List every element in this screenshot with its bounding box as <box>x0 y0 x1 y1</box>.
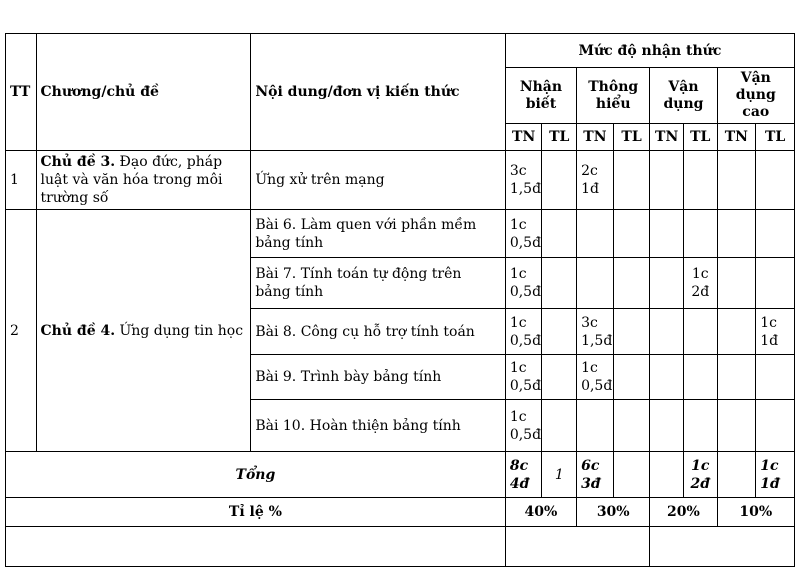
total-count: 6c <box>581 457 600 474</box>
total-count: 8c <box>509 457 529 474</box>
cell-vdc-tn <box>717 258 756 309</box>
cell-score: 0,5đ <box>509 284 542 300</box>
header-tn: TN <box>717 124 756 151</box>
header-tn: TN <box>505 124 542 151</box>
header-tn: TN <box>650 124 684 151</box>
ratio-apply: 20% <box>650 498 717 527</box>
cell-th-tn <box>577 309 614 355</box>
header-level-recognize-l2: biết <box>525 95 557 112</box>
cell-th-tl <box>613 210 650 258</box>
bottom-row-label <box>6 527 506 567</box>
header-tl: TL <box>683 124 717 151</box>
header-chapter: Chương/chủ đề <box>36 34 251 151</box>
cell-nb-tl <box>542 258 577 309</box>
ratio-recognize: 40% <box>505 498 576 527</box>
total-score: 2đ <box>690 475 711 492</box>
cell-nb-tl <box>542 309 577 355</box>
cell-count: 2c <box>581 163 598 179</box>
cell-score: 1,5đ <box>581 332 613 349</box>
lesson-name: Ứng xử trên mạng <box>251 151 506 210</box>
header-level-apply-l2: dụng <box>663 95 704 112</box>
bottom-row-cell <box>650 527 795 567</box>
cell-nb-tn <box>505 355 542 400</box>
cell-vdc-tn <box>717 151 756 210</box>
bottom-row-cell <box>505 527 650 567</box>
header-level-recognize <box>505 68 576 124</box>
header-level-apply-high-l2: cao <box>742 104 770 120</box>
lesson-name: Bài 6. Làm quen với phần mềm bảng tính <box>251 210 506 258</box>
total-vd-tn <box>650 452 684 498</box>
cell-vdc-tl <box>756 355 795 400</box>
cell-vdc-tl <box>756 400 795 452</box>
header-tl: TL <box>756 124 795 151</box>
total-score: 1đ <box>760 475 780 492</box>
total-vdc-tl <box>756 452 795 498</box>
cell-vd-tl <box>683 309 717 355</box>
cell-score: 0,5đ <box>509 378 542 394</box>
cell-nb-tl <box>542 210 577 258</box>
cell-count: 1c <box>509 216 527 233</box>
cell-vdc-tl <box>756 258 795 309</box>
total-score: 3đ <box>581 475 601 492</box>
row-tt: 2 <box>6 210 37 452</box>
chapter-bold: Chủ đề 4. <box>40 322 116 339</box>
lesson-name: Bài 8. Công cụ hỗ trợ tính toán <box>251 309 506 355</box>
cell-score: 0,5đ <box>509 426 542 443</box>
cell-nb-tn <box>505 151 542 210</box>
total-row <box>6 452 795 498</box>
total-count: 1c <box>691 457 710 474</box>
total-vd-tl <box>683 452 717 498</box>
cell-count: 1c <box>581 360 598 376</box>
cell-nb-tn <box>505 400 542 452</box>
cell-score: 0,5đ <box>509 332 542 349</box>
ratio-row <box>6 498 795 527</box>
total-nb-tl: 1 <box>542 452 577 498</box>
cell-vd-tl <box>683 151 717 210</box>
chapter-rest: Ứng dụng tin học <box>115 322 244 339</box>
cell-count: 1c <box>509 314 527 331</box>
cell-th-tn <box>577 400 614 452</box>
cell-th-tl <box>613 355 650 400</box>
cell-vd-tn <box>650 309 684 355</box>
cell-vd-tn <box>650 151 684 210</box>
header-tl: TL <box>542 124 577 151</box>
cell-vdc-tn <box>717 355 756 400</box>
total-th-tl <box>613 452 650 498</box>
cell-vd-tn <box>650 210 684 258</box>
cell-th-tl <box>613 258 650 309</box>
cell-score: 0,5đ <box>509 234 542 251</box>
table-row <box>6 151 795 210</box>
total-nb-tn <box>505 452 542 498</box>
total-th-tn <box>577 452 614 498</box>
total-vdc-tn <box>717 452 756 498</box>
row-chapter <box>36 210 251 452</box>
header-level-apply-l1: Vận <box>668 78 699 95</box>
cell-count: 1c <box>691 266 709 282</box>
header-row-1 <box>6 34 795 68</box>
cell-vdc-tn <box>717 400 756 452</box>
header-tl: TL <box>613 124 650 151</box>
header-tt: TT <box>6 34 37 151</box>
total-score: 4đ <box>509 475 530 492</box>
header-level-understand <box>577 68 650 124</box>
cell-nb-tn <box>505 309 542 355</box>
cell-vd-tl <box>683 355 717 400</box>
cell-vdc-tl <box>756 210 795 258</box>
cell-count: 1c <box>760 314 777 331</box>
cell-nb-tn <box>505 210 542 258</box>
table-row <box>6 210 795 258</box>
header-level-apply <box>650 68 717 124</box>
ratio-label: Tỉ lệ % <box>6 498 506 527</box>
cell-vd-tl <box>683 210 717 258</box>
cell-vd-tn <box>650 400 684 452</box>
header-level-understand-l1: Thông <box>588 78 639 95</box>
cell-th-tl <box>613 400 650 452</box>
header-level-apply-high <box>717 68 794 124</box>
header-content: Nội dung/đơn vị kiến thức <box>251 34 506 151</box>
cell-th-tn <box>577 258 614 309</box>
chapter-rest: Đạo đức, pháp luật và văn hóa trong môi trường số <box>40 154 223 206</box>
total-count: 1c <box>760 457 779 474</box>
lesson-name: Bài 10. Hoàn thiện bảng tính <box>251 400 506 452</box>
cell-nb-tl <box>542 355 577 400</box>
cell-count: 1c <box>509 360 527 376</box>
cell-vdc-tl <box>756 309 795 355</box>
header-level-understand-l2: hiểu <box>595 95 631 112</box>
cell-count: 3c <box>581 314 598 331</box>
cell-nb-tl <box>542 400 577 452</box>
cell-th-tn <box>577 355 614 400</box>
cell-score: 1,5đ <box>509 181 542 197</box>
row-tt: 1 <box>6 151 37 210</box>
chapter-bold: Chủ đề 3. <box>40 154 116 170</box>
table-row <box>6 527 795 567</box>
header-tn: TN <box>577 124 614 151</box>
cell-nb-tl <box>542 151 577 210</box>
cell-th-tl <box>613 151 650 210</box>
cell-count: 1c <box>509 266 527 282</box>
cell-nb-tn <box>505 258 542 309</box>
cell-th-tl <box>613 309 650 355</box>
cell-th-tn <box>577 151 614 210</box>
knowledge-matrix-table <box>5 33 795 567</box>
cell-vd-tl <box>683 400 717 452</box>
cell-th-tn <box>577 210 614 258</box>
cell-count: 1c <box>509 408 527 425</box>
total-label: Tổng <box>6 452 506 498</box>
cell-score: 1đ <box>760 332 779 349</box>
header-levels-title: Mức độ nhận thức <box>505 34 794 68</box>
cell-score: 0,5đ <box>581 378 613 394</box>
cell-vd-tn <box>650 258 684 309</box>
cell-score: 1đ <box>581 181 599 197</box>
cell-count: 3c <box>509 163 527 179</box>
cell-vdc-tn <box>717 309 756 355</box>
row-chapter <box>36 151 251 210</box>
ratio-apply-high: 10% <box>717 498 794 527</box>
cell-vd-tn <box>650 355 684 400</box>
cell-vd-tl <box>683 258 717 309</box>
header-level-recognize-l1: Nhận <box>519 78 563 95</box>
cell-vdc-tl <box>756 151 795 210</box>
cell-score: 2đ <box>691 284 710 300</box>
lesson-name: Bài 7. Tính toán tự động trên bảng tính <box>251 258 506 309</box>
header-level-apply-high-l1: Vận dụng <box>735 70 776 103</box>
ratio-understand: 30% <box>577 498 650 527</box>
lesson-name: Bài 9. Trình bày bảng tính <box>251 355 506 400</box>
cell-vdc-tn <box>717 210 756 258</box>
